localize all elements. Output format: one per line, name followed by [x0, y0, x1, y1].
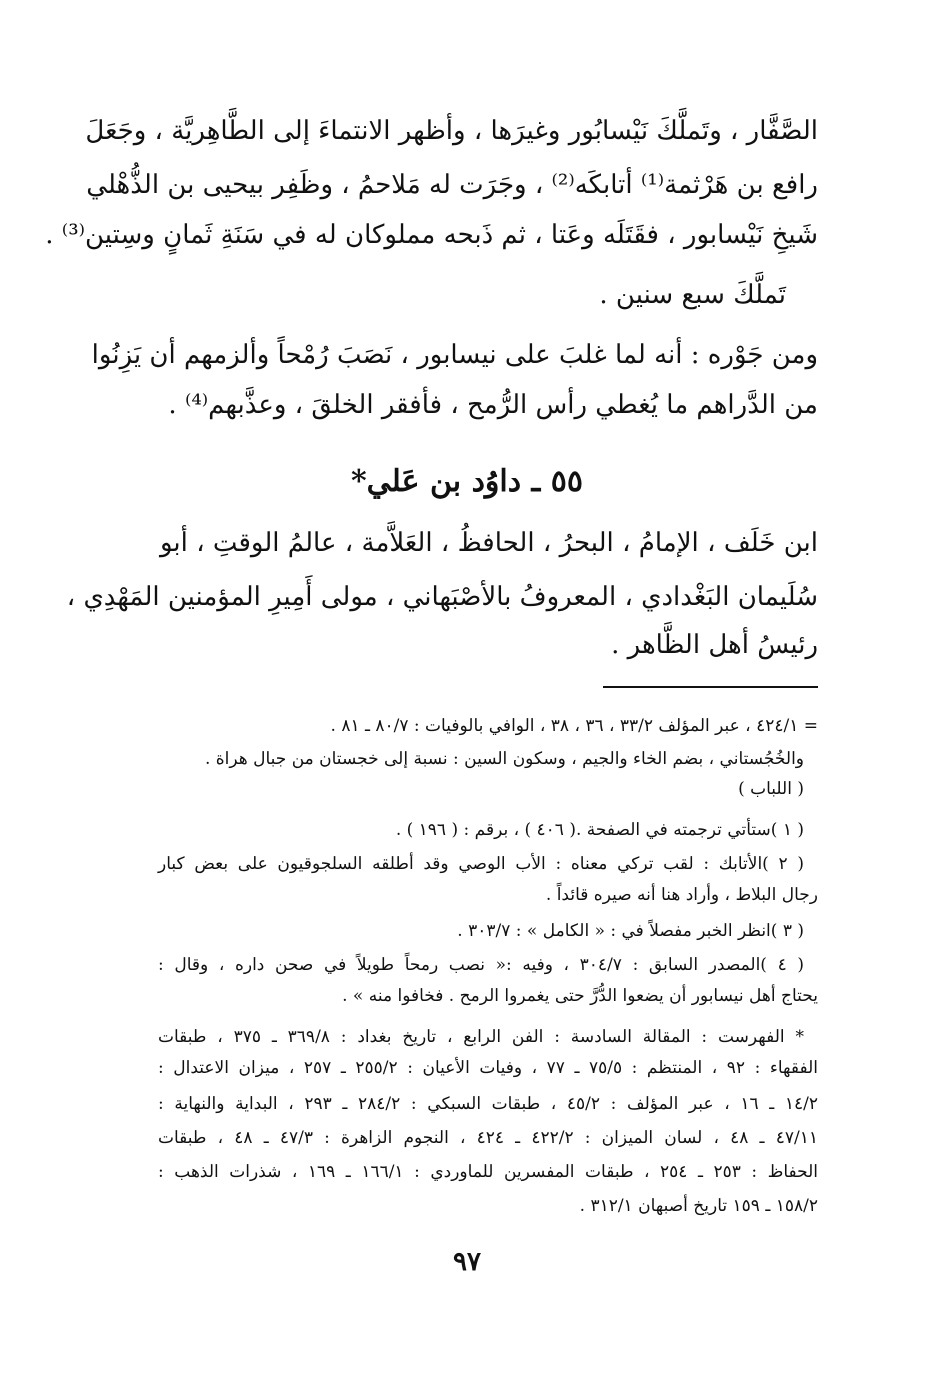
footnote-separator [603, 686, 818, 688]
body-line: شَيخِ نَيْسابور ، فقَتَلَه وعَتا ، ثم ذَبحه مملوكان له في سَنَةِ ثَمانٍ وسِتين⁽³⁾ . [45, 220, 818, 250]
footnote-line: رجال البلاط ، وأراد هنا أنه صيره قائداً . [545, 885, 818, 905]
section-heading: ٥٥ ـ داوُد بن عَلي* [350, 464, 584, 499]
sources-line: ١٤/٢ ـ ١٦ ، عبر المؤلف : ٤٥/٢ ، طبقات السبكي : ٢٨٤/٢ ـ ٢٩٣ ، البداية والنهاية : [158, 1094, 818, 1114]
sources-line: * الفهرست : المقالة السادسة : الفن الرابع ، تاريخ بغداد : ٣٦٩/٨ ـ ٣٧٥ ، طبقات [158, 1027, 804, 1047]
body-line: من الدَّراهم ما يُغطي رأس الرُّمح ، فأفقر الخلقَ ، وعذَّبهم⁽⁴⁾ . [168, 390, 818, 420]
body-line: ومن جَوْره : أنه لما غلبَ على نيسابور ، نَصَبَ رُمْحاً وألزمهم أن يَزِنُوا [91, 340, 818, 370]
sources-line: الحفاظ : ٢٥٣ ـ ٢٥٤ ، طبقات المفسرين للماوردي : ١٦٦/١ ـ ١٦٩ ، شذرات الذهب : [158, 1162, 819, 1182]
footnote-line: والخُجُستاني ، بضم الخاء والجيم ، وسكون السين : نسبة إلى خجستان من جبال هراة . [204, 749, 804, 769]
sources-line: ٤٧/١١ ـ ٤٨ ، لسان الميزان : ٤٢٢/٢ ـ ٤٢٤ ، النجوم الزاهرة : ٤٧/٣ ـ ٤٨ ، طبقات [158, 1128, 818, 1148]
footnote-line: ( ١ )ستأتي ترجمته في الصفحة .( ٤٠٦ ) ، برقم : ( ١٩٦ ) . [395, 820, 804, 840]
bio-line: سُلَيمان البَغْدادي ، المعروفُ بالأصْبَهاني ، مولى أَمِيرِ المؤمنين المَهْدِي ، [66, 582, 818, 612]
sources-line: ١٥٨/٢ ـ ١٥٩ تاريخ أصبهان ٣١٢/١ . [579, 1196, 818, 1216]
bio-line: ابن خَلَف ، الإمامُ ، البحرُ ، الحافظُ ، العَلاَّمة ، عالمُ الوقتِ ، أبو [160, 528, 818, 558]
footnote-line: ( ٤ )المصدر السابق : ٣٠٤/٧ ، وفيه :« نصب رمحاً طويلاً في صحن داره ، وقال : [158, 955, 804, 975]
footnote-line: ( اللباب ) [738, 779, 804, 799]
body-line: رافع بن هَرْثمة⁽¹⁾ أتابكَه⁽²⁾ ، وجَرَت له مَلاحمُ ، وظَفِر بيحيى بن الذُّهْلي [86, 170, 818, 200]
footnote-line: ( ٣ )انظر الخبر مفصلاً في : « الكامل » : ٣٠٣/٧ . [457, 921, 804, 941]
page-number: ٩٧ [453, 1247, 481, 1277]
footnote-line: = ٤٢٤/١ ، عبر المؤلف ٣٣/٢ ، ٣٦ ، ٣٨ ، الوافي بالوفيات : ٨٠/٧ ـ ٨١ . [330, 716, 818, 736]
body-line: الصَّفَّار ، وتَملَّكَ نَيْسابُور وغيرَها ، وأظهر الانتماءَ إلى الطَّاهِريَّة ، وجَعَلَ [85, 116, 818, 146]
bio-line: رئيسُ أهل الظَّاهر . [611, 630, 818, 660]
footnote-line: ( ٢ )الأتابك : لقب تركي معناه : الأب الوصي وقد أطلقه السلجوقيون على بعض كبار [158, 854, 804, 874]
footnote-line: يحتاج أهل نيسابور أن يضعوا الدُّرَّ حتى يغمروا الرمح . فخافوا منه » . [342, 986, 818, 1006]
sources-line: الفقهاء : ٩٢ ، المنتظم : ٧٥/٥ ـ ٧٧ ، وفيات الأعيان : ٢٥٥/٢ ـ ٢٥٧ ، ميزان الاعتدال : [158, 1058, 818, 1078]
body-line: تَملَّكَ سبع سنين . [599, 280, 786, 310]
